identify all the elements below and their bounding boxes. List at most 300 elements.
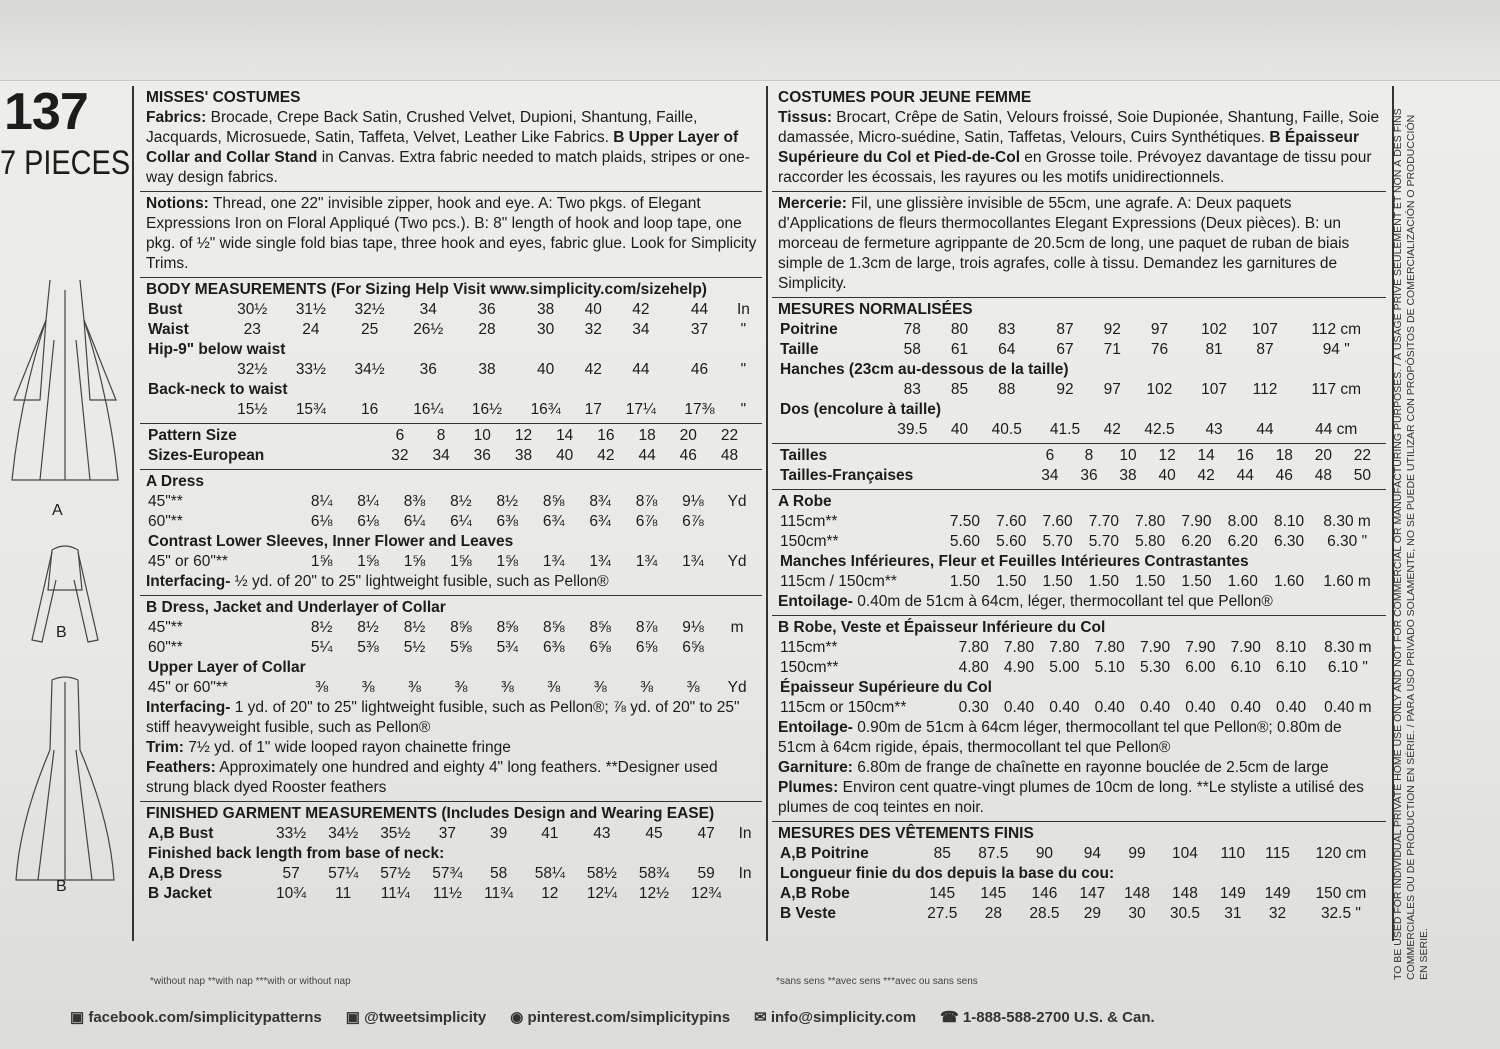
cell: 1.50 — [1181, 573, 1212, 590]
cell: 28 — [984, 905, 1002, 922]
cell: 30½ — [237, 301, 268, 318]
cell: 12 — [514, 427, 533, 444]
cell: 1.50 — [949, 573, 981, 590]
cell: 1.50 — [1042, 573, 1073, 590]
cell: 58 — [489, 865, 508, 882]
cell: 8 — [1084, 447, 1094, 464]
table-row — [778, 446, 1382, 466]
cell: 37 — [438, 825, 456, 842]
cell: 36 — [473, 447, 491, 464]
cell: 46 — [690, 361, 709, 378]
row-label — [778, 380, 883, 400]
cell: 20 — [1314, 447, 1332, 464]
table-row — [146, 552, 758, 572]
cell: 16¼ — [413, 401, 444, 418]
cell: 42 — [584, 361, 602, 378]
cell: 16¾ — [530, 401, 561, 418]
cell: 8.30 m — [1324, 639, 1372, 656]
cell: 6⅜ — [496, 513, 519, 530]
cell: 6⅜ — [542, 639, 565, 656]
cell: 36 — [419, 361, 437, 378]
cell: 16 — [360, 401, 379, 418]
row-label: 45" or 60"** — [148, 553, 228, 570]
cell: 32 — [584, 321, 602, 338]
cell: 47 — [697, 825, 715, 842]
cell: 78 — [903, 321, 921, 338]
cell: 107 — [1252, 321, 1278, 338]
cell: 8¼ — [357, 493, 379, 510]
cell: 112 cm — [1311, 321, 1362, 338]
cell: 94 — [1083, 845, 1101, 862]
longueur-label: Longueur finie du dos depuis la base du cou: — [780, 865, 1115, 882]
cell: ⅜ — [593, 679, 607, 696]
entoilage-b: Entoilage- 0.90m de 51cm à 64cm léger, thermocollant tel que Pellon®; 0.80m de 51cm à 64cm rigide, épais, thermocollant tel que Pellon® — [778, 719, 1342, 756]
cell: 67 — [1056, 341, 1074, 358]
table-row — [778, 466, 1382, 486]
cell: 6¼ — [450, 513, 472, 530]
cell: 83 — [998, 321, 1016, 338]
table-row — [778, 420, 1382, 440]
cell: 5¼ — [310, 639, 333, 656]
cell: 0.30 — [958, 699, 989, 716]
cell: 41 — [541, 825, 559, 842]
fabrics-section — [140, 86, 762, 192]
table-row — [778, 698, 1382, 718]
cell: 1.50 — [1088, 573, 1119, 590]
cell: 8⅝ — [450, 619, 472, 636]
cell: 1¾ — [635, 553, 658, 570]
cell: 8½ — [357, 619, 379, 636]
cell: 18 — [638, 427, 656, 444]
cell: Yd — [727, 553, 747, 570]
b-robe-section — [772, 616, 1386, 822]
cell: 6.30 " — [1327, 533, 1368, 550]
cell: 1⅝ — [496, 553, 519, 570]
french-column — [772, 86, 1386, 927]
cell: 25 — [360, 321, 379, 338]
cell: 58¾ — [638, 865, 670, 882]
finished-table — [146, 824, 758, 904]
cell: 5⅜ — [357, 639, 379, 656]
table-row — [778, 572, 1382, 592]
cell: 8½ — [496, 493, 519, 510]
cell: 99 — [1128, 845, 1146, 862]
cell: 7.80 — [1094, 639, 1125, 656]
a-robe-heading: A Robe — [778, 493, 832, 510]
finished-measurements — [140, 802, 762, 907]
table-row — [146, 300, 758, 320]
phone-number: ☎ 1-888-588-2700 U.S. & Can. — [940, 1009, 1155, 1026]
row-label: 45"** — [148, 493, 183, 510]
cell: 10 — [1119, 447, 1137, 464]
row-label: 115cm / 150cm** — [780, 573, 897, 590]
footnote-en: *without nap **with nap ***with or without nap — [150, 976, 351, 987]
facebook-link[interactable]: ▣ facebook.com/simplicitypatterns — [70, 1009, 322, 1026]
cell: 85 — [950, 381, 969, 398]
cell: 40 — [584, 301, 602, 318]
cell: 34½ — [354, 361, 385, 378]
cell: 8⅜ — [403, 493, 426, 510]
cell: 0.40 — [1139, 699, 1171, 716]
row-label: Waist — [148, 321, 189, 338]
tailles-table — [778, 446, 1382, 486]
cell: 44 — [632, 361, 650, 378]
cell: 11¼ — [380, 885, 410, 902]
table-row — [778, 638, 1382, 658]
notions-text: Notions: Thread, one 22" invisible zipper, hook and eye. A: Two pkgs. of Elegant Expressions Iron on Floral Appliqué (Two pcs.). B: 8" length of hook and loop tape, one pkg. of ½" wide single fold bias tape, three hook and eyes, fabric glue. Look for Simplicity Trims. — [146, 195, 757, 272]
cell: 6.30 — [1273, 533, 1305, 550]
a-dress-section — [140, 470, 762, 596]
cell: 7.90 — [1230, 639, 1261, 656]
cell: 36 — [1080, 467, 1098, 484]
cell: 10¾ — [276, 885, 307, 902]
cell: 20 — [679, 427, 697, 444]
cell — [732, 884, 758, 904]
row-label: 45" or 60"** — [148, 679, 228, 696]
cell: 22 — [720, 427, 739, 444]
mesures-section — [772, 298, 1386, 444]
cell: 9⅛ — [682, 493, 704, 510]
cell: 1.50 — [996, 573, 1027, 590]
cell: 148 — [1124, 885, 1150, 902]
cell: 0.40 — [1185, 699, 1216, 716]
cell: 149 — [1219, 885, 1246, 902]
b-dress-heading: B Dress, Jacket and Underlayer of Collar — [146, 599, 446, 616]
cell: 0.40 — [1094, 699, 1125, 716]
garment-views — [10, 280, 120, 920]
cell: 149 — [1264, 885, 1291, 902]
section-title: MISSES' COSTUMES — [146, 89, 301, 106]
cell: 42 — [1103, 421, 1121, 438]
cell: 38 — [537, 301, 555, 318]
a-robe-table — [778, 512, 1382, 592]
vetements-heading: MESURES DES VÊTEMENTS FINIS — [778, 825, 1034, 842]
cell: 33½ — [295, 361, 326, 378]
cell: 58½ — [586, 865, 617, 882]
cell: 12 — [1158, 447, 1176, 464]
upper-collar-heading: Upper Layer of Collar — [148, 659, 306, 676]
b-dress-table — [146, 618, 758, 698]
cell: 5.60 — [996, 533, 1027, 550]
cell: 32½ — [237, 361, 268, 378]
cell: 6⅞ — [682, 513, 704, 530]
table-row — [146, 360, 758, 380]
cell: 34 — [432, 447, 450, 464]
cell: 11¾ — [484, 885, 514, 902]
cell: 7.90 — [1185, 639, 1216, 656]
dress-a-illustration — [10, 280, 120, 920]
dos-label: Dos (encolure à taille) — [780, 401, 942, 418]
cell: 8¾ — [589, 493, 611, 510]
cell: 1.50 — [1135, 573, 1166, 590]
twitter-icon: ▣ — [345, 1009, 365, 1026]
table-row — [146, 320, 758, 340]
cell: 12¼ — [586, 885, 617, 902]
cell: 8½ — [310, 619, 333, 636]
a-dress-heading: A Dress — [146, 473, 205, 490]
cell: 87.5 — [978, 845, 1009, 862]
cell: 6⅝ — [682, 639, 704, 656]
cell: 146 — [1031, 885, 1058, 902]
table-row — [778, 320, 1382, 340]
cell: 4.90 — [1003, 659, 1035, 676]
cell: 1⅝ — [310, 553, 333, 570]
row-label: 60"** — [148, 639, 183, 656]
cell: 59 — [697, 865, 715, 882]
twitter-link[interactable]: ▣ @tweetsimplicity — [345, 1009, 487, 1026]
cell: 8⅞ — [635, 493, 658, 510]
table-row — [146, 426, 758, 446]
cell: 43 — [593, 825, 611, 842]
cell: " — [740, 361, 747, 378]
cell: 6.00 — [1185, 659, 1216, 676]
table-row — [778, 884, 1382, 904]
a-robe-section — [772, 490, 1386, 616]
cell: 42 — [632, 301, 650, 318]
table-row — [778, 532, 1382, 552]
row-label: 150cm** — [780, 659, 839, 676]
cell: 40 — [556, 447, 574, 464]
row-label — [778, 420, 883, 440]
cell: ⅜ — [547, 679, 561, 696]
cell: 37 — [690, 321, 709, 338]
cell: 0.40 m — [1324, 699, 1372, 716]
side-note — [1392, 100, 1440, 980]
b-dress-section — [140, 596, 762, 802]
cell: 7.80 — [1135, 513, 1166, 530]
row-label: Tailles-Françaises — [780, 467, 914, 484]
cell: 5.60 — [949, 533, 981, 550]
table-row — [778, 340, 1382, 360]
cell: 6 — [1045, 447, 1055, 464]
cell: 64 — [998, 341, 1016, 358]
french-title: COSTUMES POUR JEUNE FEMME — [778, 89, 1032, 106]
cell: 1.60 — [1227, 573, 1258, 590]
table-row — [146, 824, 758, 844]
row-label: A,B Dress — [148, 865, 223, 882]
row-label: 115cm or 150cm** — [780, 699, 907, 716]
cell: 22 — [1353, 447, 1372, 464]
tailles-section — [772, 444, 1386, 490]
cell: 6.10 — [1275, 659, 1307, 676]
trim-text: Trim: 7½ yd. of 1" wide looped rayon chainette fringe — [146, 739, 511, 756]
cell: 6¼ — [403, 513, 426, 530]
cell: 46 — [1275, 467, 1293, 484]
mercerie-section — [772, 192, 1386, 298]
cell: 26½ — [413, 321, 444, 338]
cell: 1⅝ — [450, 553, 472, 570]
cell: 18 — [1275, 447, 1293, 464]
cell: 145 — [929, 885, 956, 902]
cell: 110 — [1220, 845, 1246, 862]
row-label: 115cm** — [780, 639, 838, 656]
cell: 27.5 — [927, 905, 958, 922]
cell: 6.10 — [1230, 659, 1261, 676]
cell: 92 — [1103, 321, 1121, 338]
cell: 107 — [1201, 381, 1227, 398]
table-row — [146, 512, 758, 532]
notions-section — [140, 192, 762, 278]
cell — [750, 446, 758, 466]
cell: 35½ — [380, 825, 411, 842]
cell: 8¼ — [310, 493, 333, 510]
plumes-text: Plumes: Environ cent quatre-vingt plumes de 10cm de long. **Le styliste a utilisé des plumes de coq teintes en noir. — [778, 779, 1364, 816]
row-label: Pattern Size — [148, 427, 237, 444]
cell: 58¼ — [534, 865, 565, 882]
english-column — [140, 86, 762, 907]
a-dress-table — [146, 492, 758, 572]
cell: 39 — [489, 825, 508, 842]
cell: 71 — [1103, 341, 1121, 358]
cell: 48 — [720, 447, 739, 464]
cell: 42 — [597, 447, 615, 464]
table-row — [146, 864, 758, 884]
cell: ⅜ — [361, 679, 375, 696]
cell: 104 — [1171, 845, 1198, 862]
cell: 32 — [391, 447, 409, 464]
cell: 41.5 — [1049, 421, 1081, 438]
cell: 8.10 — [1275, 639, 1307, 656]
cell: 1.60 m — [1323, 573, 1371, 590]
mercerie-text: Mercerie: Fil, une glissière invisible de 55cm, une agrafe. A: Deux paquets d'Applications de fleurs thermocollantes Elegant Expressions (Deux pièces). B: un morceau de fermeture agrippante de 20.5cm de long, une paquet de ruban de biais simple de 1.3cm de large, trois agrafes, colle à tissu. Demandez les garnitures de Simplicity. — [778, 195, 1350, 292]
table-row — [146, 446, 758, 466]
cell: 44 cm — [1315, 421, 1358, 438]
cell: 44 — [1236, 467, 1254, 484]
cell: 9⅛ — [682, 619, 704, 636]
cell: 34 — [419, 301, 437, 318]
view-label-a: A — [52, 502, 63, 519]
finished-heading: FINISHED GARMENT MEASUREMENTS (Includes Design and Wearing EASE) — [146, 805, 715, 822]
cell — [716, 638, 758, 658]
cell: 30 — [1128, 905, 1146, 922]
sizes-section — [140, 424, 762, 470]
table-row — [146, 618, 758, 638]
body-table — [146, 300, 758, 420]
cell: 8⅝ — [589, 619, 611, 636]
cell: 5.00 — [1049, 659, 1080, 676]
cell: 34½ — [328, 825, 359, 842]
cell: 6⅞ — [635, 513, 658, 530]
cell: ⅜ — [454, 679, 468, 696]
cell: 0.40 — [1230, 699, 1261, 716]
row-label: 45"** — [148, 619, 183, 636]
table-row — [778, 512, 1382, 532]
cell: In — [736, 301, 750, 318]
table-row — [146, 400, 758, 420]
cell: ⅜ — [500, 679, 514, 696]
cell: " — [740, 401, 747, 418]
cell: 87 — [1256, 341, 1274, 358]
vetements-finis — [772, 822, 1386, 927]
cell: 17¼ — [625, 401, 656, 418]
cell: 23 — [243, 321, 261, 338]
entoilage-a: Entoilage- 0.40m de 51cm à 64cm, léger, thermocollant tel que Pellon® — [778, 593, 1273, 610]
cell: 6¾ — [542, 513, 565, 530]
cell: 4.80 — [958, 659, 989, 676]
cell: 6.10 " — [1327, 659, 1368, 676]
cell: 8½ — [450, 493, 472, 510]
cell: 5.10 — [1094, 659, 1125, 676]
row-label: Tailles — [780, 447, 828, 464]
interfacing-b: Interfacing- 1 yd. of 20" to 25" lightweight fusible, such as Pellon®; ⅞ yd. of 20" to 25" stiff heavyweight fusible, such as Pellon® — [146, 699, 740, 736]
cell: 34 — [1041, 467, 1059, 484]
fabrics-text: Fabrics: Brocade, Crepe Back Satin, Crushed Velvet, Dupioni, Shantung, Faille, Jacquards, Microsuede, Satin, Taffeta, Velvet, Leather Like Fabrics. B Upper Layer of Collar and Collar Stand in Canvas. Extra fabric needed to match plaids, stripes or one-way design fabrics. — [146, 109, 750, 186]
cell: 40.5 — [991, 421, 1022, 438]
cell: 6⅛ — [357, 513, 379, 530]
finished-back-label: Finished back length from base of neck: — [148, 845, 445, 862]
cell: 10 — [473, 427, 491, 444]
cell: 34 — [632, 321, 650, 338]
cell: 85 — [933, 845, 951, 862]
cell: 7.80 — [958, 639, 989, 656]
cell: 83 — [903, 381, 921, 398]
cell: ⅜ — [640, 679, 654, 696]
cell: 12 — [541, 885, 559, 902]
view-label-b: B — [56, 624, 67, 641]
email-link[interactable]: ✉ info@simplicity.com — [754, 1009, 917, 1026]
cell: 6 — [395, 427, 405, 444]
view-label-b2: B — [56, 878, 67, 895]
cell: ⅜ — [315, 679, 329, 696]
feathers-text: Feathers: Approximately one hundred and eighty 4" long feathers. **Designer used strung black dyed Rooster feathers — [146, 759, 718, 796]
cell: 8⅝ — [496, 619, 519, 636]
cell: 61 — [950, 341, 969, 358]
pattern-number: 137 — [4, 83, 88, 141]
email-icon: ✉ — [754, 1009, 771, 1026]
row-label: Taille — [780, 341, 819, 358]
cell: 14 — [556, 427, 574, 444]
cell: 31 — [1224, 905, 1242, 922]
phone-icon: ☎ — [940, 1009, 963, 1026]
row-label: Poitrine — [780, 321, 838, 338]
cell: 44 — [690, 301, 709, 318]
cell: In — [738, 865, 752, 882]
cell: 42.5 — [1144, 421, 1175, 438]
cell: Yd — [727, 679, 747, 696]
pinterest-link[interactable]: ◉ pinterest.com/simplicitypins — [510, 1009, 731, 1026]
social-footer — [70, 1005, 1480, 1029]
cell: 17⅜ — [684, 401, 715, 418]
cell: 112 — [1252, 381, 1278, 398]
pinterest-icon: ◉ — [510, 1009, 528, 1026]
cell: 8⅝ — [542, 493, 565, 510]
hanches-label: Hanches (23cm au-dessous de la taille) — [780, 361, 1069, 378]
cell — [750, 426, 758, 446]
row-label: Sizes-European — [148, 447, 265, 464]
cell: 57½ — [380, 865, 411, 882]
b-robe-table — [778, 638, 1382, 718]
cell: 88 — [998, 381, 1016, 398]
cell: 5.70 — [1042, 533, 1073, 550]
cell: 90 — [1035, 845, 1054, 862]
cell: 97 — [1150, 321, 1169, 338]
cell: 29 — [1083, 905, 1101, 922]
cell: 7.60 — [1042, 513, 1073, 530]
tissus-text: Tissus: Brocart, Crêpe de Satin, Velours froissé, Soie Dupionée, Shantung, Faille, Soie damassée, Micro-suédine, Satin, Taffetas, Velours, Cuirs Synthétiques. B Épaisseur Supérieure du Col et Pied-de-Col en Grosse toile. Prévoyez davantage de tissu pour raccorder les écossais, les rayures ou les motifs unidirectionnels. — [778, 109, 1380, 186]
cell: 45 — [645, 825, 663, 842]
row-label: A,B Robe — [780, 885, 850, 902]
cell: 32 — [1268, 905, 1287, 922]
cell: 58 — [903, 341, 921, 358]
cell: 8 — [436, 427, 446, 444]
cell: 48 — [1314, 467, 1332, 484]
cell: 0.40 — [1003, 699, 1035, 716]
cell: 7.60 — [996, 513, 1027, 530]
cell: ⅜ — [686, 679, 700, 696]
cell: 16 — [597, 427, 615, 444]
cell: 87 — [1056, 321, 1074, 338]
cell: 7.90 — [1139, 639, 1171, 656]
